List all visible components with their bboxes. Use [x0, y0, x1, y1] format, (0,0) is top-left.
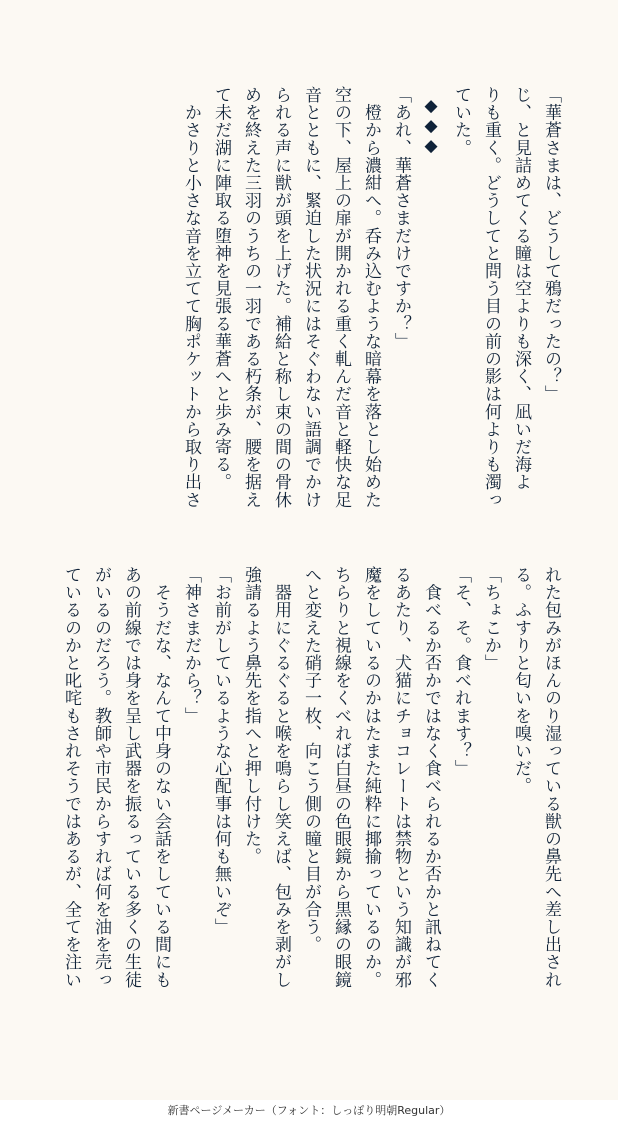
text-line: じ、と見詰めてくる瞳は空よりも深く、凪いだ海よ: [511, 86, 531, 491]
text-line: るあたり、犬猫にチョコレートは禁物という知識が邪: [391, 566, 411, 989]
text-line: 「神さまだから？」: [181, 566, 201, 725]
text-line: りも重く。どうしてと問う目の前の影は何よりも濁っ: [481, 86, 501, 509]
text-line: 「ちょこか」: [481, 566, 501, 672]
text-line: かさりと小さな音を立てて胸ポケットから取り出さ: [181, 86, 201, 509]
text-line: めを終えた三羽のうちの一羽である朽条が、腰を据え: [241, 86, 261, 509]
text-line: ちらりと視線をくべれば白昼の色眼鏡から黒縁の眼鏡: [331, 566, 351, 989]
text-column-top: [46, 86, 566, 518]
text-line: 「あれ、華蒼さまだけですか？」: [391, 86, 411, 350]
text-line: て未だ湖に陣取る堕神を見張る華蒼へと歩み寄る。: [211, 86, 231, 491]
text-line: 強請るよう鼻先を指へと押し付けた。: [241, 566, 261, 866]
text-line: 「華蒼さまは、どうして鴉だったの？」: [541, 86, 561, 403]
scene-break-diamonds: ◆◆◆: [421, 96, 441, 156]
footer-caption: 新書ページメーカー（フォント：しっぽり明朝Regular）: [0, 1100, 618, 1132]
text-line: 空の下、屋上の扉が開かれる重く軋んだ音と軽快な足: [331, 86, 351, 509]
text-line: る。ふすりと匂いを嗅いだ。: [511, 566, 531, 795]
text-line: がいるのだろう。教師や市民からすれば何を油を売っ: [91, 566, 111, 989]
text-line: 器用にぐるぐると喉を鳴らし笑えば、包みを剥がし: [271, 566, 291, 989]
text-line: 食べるか否かではなく食べられるか否かと訊ねてく: [421, 566, 441, 989]
text-line: 音とともに、緊迫した状況にはそぐわない語調でかけ: [301, 86, 321, 509]
text-line: れた包みがほんのり湿っている獣の鼻先へ差し出され: [541, 566, 561, 989]
text-line: へと変えた硝子一枚、向こう側の瞳と目が合う。: [301, 566, 321, 954]
text-line: そうだな、なんて中身のない会話をしている間にも: [151, 566, 171, 989]
text-line: ていた。: [451, 86, 471, 157]
text-line: られる声に獣が頭を上げた。補給と称し束の間の骨休: [271, 86, 291, 509]
text-line: 魔をしているのかはたまた純粋に揶揄っているのか。: [361, 566, 381, 989]
text-column-bottom: [46, 566, 566, 1011]
text-line: 「お前がしているような心配事は何も無いぞ」: [211, 566, 231, 936]
text-line: 橙から濃紺へ。呑み込むような暗幕を落とし始めた: [361, 86, 381, 509]
text-line: ているのかと叱咤もされそうではあるが、全てを注い: [61, 566, 81, 989]
text-line: 「そ、そ。食べれます？」: [451, 566, 471, 778]
text-line: あの前線では身を呈し武器を振るっている多くの生徒: [121, 566, 141, 989]
